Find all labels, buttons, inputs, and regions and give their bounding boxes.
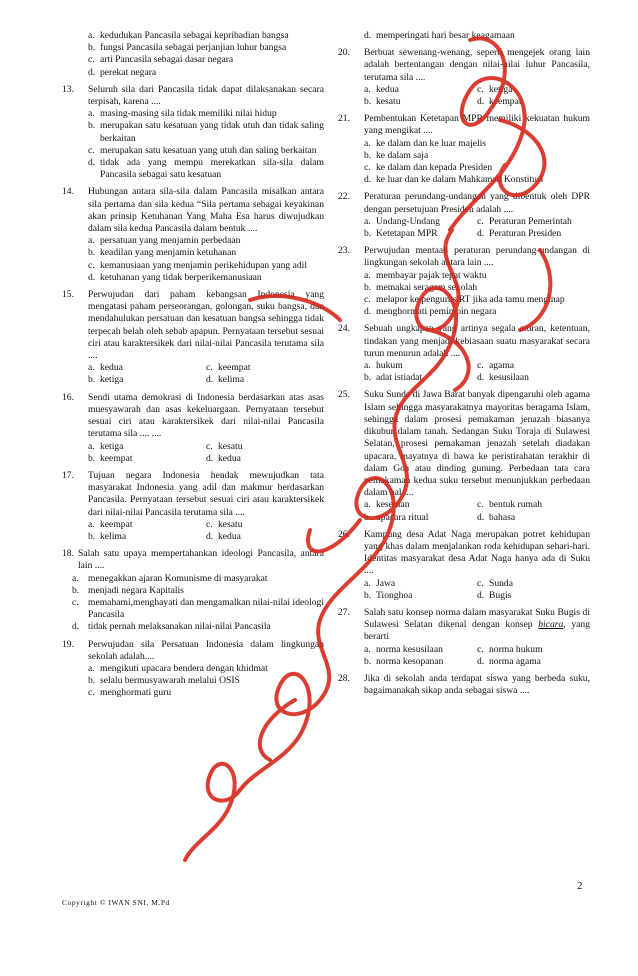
option: b. upacara ritual	[364, 511, 429, 523]
option: d. Peraturan Presiden	[477, 228, 562, 240]
option: d. memperingati hari besar keagamaan	[364, 30, 515, 41]
option: b. ke dalam saja	[364, 149, 429, 161]
option: d. kedua	[206, 530, 241, 542]
option: b. menjadi negara Kapitalis	[72, 584, 184, 596]
question-28: 28. Jika di sekolah anda terdapat siswa yang berbeda suku, bagaimanakah sikap anda sebagai siswa ....	[338, 672, 590, 697]
question-19-continued	[338, 30, 590, 42]
term-bicara: bicara	[538, 619, 564, 631]
option: d. tidak ada yang mempu merekatkan sila-sila dalam Pancasila sebagai satu kesatuan	[88, 157, 324, 181]
option: d. tidak pernah melaksanakan nilai-nilai Pancasila	[72, 621, 271, 633]
question-21: 21. Pembentukan Ketetapan MPR memiliki kekuatan hukum yang mengikat .... a. ke dalam dan ke luar majelis b. ke dalam saja c. ke dalam dan kepada Presiden d. ke luar dan ke dalam Mahkamah Konstitusi	[338, 113, 590, 186]
option: b. memakai seragam sekolah	[364, 281, 478, 293]
option: b. kesatu	[364, 96, 401, 108]
option: c. Peraturan Pemerintah	[477, 215, 572, 227]
option: d. kelima	[206, 374, 245, 386]
option: a. keempat	[88, 518, 133, 530]
question-15: 15. Perwujudan dari paham kebangsan Indonesia yang mengatasi paham perseorangan, golongan, suku bangsa, dan mendahulukan persatuan dan kesatuan bangsa sehingga tidak terpecah belah oleh sebab apapun. Pernyataan tersebut sesuai ciri atau karaktersikek dari nilai-nilai Pancasila terutama sila .... a. kedua c. keempat b. ketiga d. kelima	[62, 289, 324, 386]
question-25: 25. Suku Sunda di Jawa Barat banyak dipengaruhi oleh agama Islam sehingga masyarakatnya mayoritas beragama Islam, sehingga dalam prosesi pemakaman jenazah biasanya dikubur dalam tanah. Sedangan Suku Toraja di Sulawesi Selatan, prosesi pemakaman jenazah setelah diadakan upacara, mayatnya di bawa ke peristirahatan terakhir di dalam Goa atau dinding gunung. Perbedaan tata cara pemakaman kedua suku tersebut menunjukkan perbedaan dalam hal .... a. kesenian c. bentuk rumah b. upacara ritual d. bahasa	[338, 389, 590, 523]
option: b. adat istiadat	[364, 372, 423, 384]
option: c. memahami,menghayati dan mengamalkan nilai-nilai ideologi Pancasila	[72, 596, 324, 621]
question-14: 14. Hubungan antara sila-sila dalam Pancasila misalkan antara sila pertama dan sila kedua “Sila pertama sebagai keyakinan akan prinsip Ketuhanan Yang Maha Esa harus diwujudkan dalam sila kedua Pancasila dalam bentuk .... a. persatuan yang menjamin perbedaan b. keadilan yang menjamin ketuhanan c. kemanusiaan yang menjamin perikehidupan yang adil d. ketuhanan yang tidak berperikemanusiaan	[62, 186, 324, 283]
option: c. arti Pancasila sebagai dasar negara	[88, 54, 234, 66]
question-17: 17. Tujuan negara Indonesia hendak mewujudkan tata masyarakat Indonesia yang adil dan makmur berdasarkan Pancasila. Pernyataan tersebut sesuai ciri atau karaktersikek dari nilai-nilai Pancasila terutama sila .... a. keempat c. kesatu b. kelima d. kedua	[62, 469, 324, 542]
option: c. keempat	[206, 362, 251, 374]
option: c. menghormati guru	[88, 687, 172, 699]
option: a. masing-masing sila tidak memiliki nilai hidup	[88, 108, 277, 120]
question-20: 20. Berbuat sewenang-wenang, seperti mengejek orang lain adalah bertentangan dengan nilai-nilai luhur Pancasila, terutama sila .... a. kedua c. ketiga b. kesatu d. keempat	[338, 47, 590, 108]
option: c. norma hukum	[477, 643, 543, 655]
left-column	[62, 30, 324, 705]
question-24: 24. Sebuah ungkapan yang artinya segala aturan, ketentuan, tindakan yang menjadi kebiasaan suatu masyarakat secara turun menurun adalah .... a. hukum c. agama b. adat istiadat d. kesusilaan	[338, 323, 590, 384]
question-26: 26. Kampung desa Adat Naga merupakan potret kehidupan yang khas dalam menjalankan roda kehidupan sehari-hari. Identitas masyarakat desa Adat Naga hanya ada di Suku .... a. Jawa c. Sunda b. Tionghoa d. Bugis	[338, 528, 590, 601]
option: d. norma agama	[477, 655, 541, 667]
option: c. kemanusiaan yang menjamin perikehidupan yang adil	[88, 259, 308, 271]
option: a. ke dalam dan ke luar majelis	[364, 137, 487, 149]
option: a. kesenian	[364, 499, 410, 511]
option: c. ketiga	[477, 83, 513, 95]
option: d. ketuhanan yang tidak berperikemanusiaan	[88, 271, 262, 283]
option: d. menghormati pemimpin negara	[364, 306, 497, 318]
question-19: 19. Perwujudan sila Persatuan Indonesia dalam lingkungan sekolah adalah.... a. mengikuti upacara bendera dengan khidmat b. selalu bermusyawarah melalui OSIS c. menghormati guru	[62, 638, 324, 699]
option: a. kedua	[364, 83, 399, 95]
question-16: 16. Sendi utama demokrasi di Indonesia berdasarkan atas asas muesyawarah dan asas kekeluargaan. Pernyataan tersebut sesuai ciri atau karaktersikek dari nilai-nilai Pancasila terutama sila .... .... a. ketiga c. kesatu b. keempat d. kedua	[62, 391, 324, 464]
option: a. kedudukan Pancasila sebagai kepribadian bangsa	[88, 30, 289, 41]
option: a. Undang-Undang	[364, 215, 440, 227]
option: d. keempat	[477, 96, 522, 108]
option: a. persatuan yang menjamin perbedaan	[88, 235, 241, 247]
question-23: 23. Perwujudan mentaati peraturan perundang-undangan di lingkungan sekolah antara lain .... a. membayar pajak tepat waktu b. memakai seragam sekolah c. melapor ke pengurus RT jika ada tamu menginap d. menghormati pemimpin negara	[338, 245, 590, 318]
option: c. kesatu	[206, 440, 243, 452]
option: c. bentuk rumah	[477, 499, 543, 511]
option: c. agama	[477, 360, 515, 372]
option: d. Bugis	[477, 589, 512, 601]
option: a. mengikuti upacara bendera dengan khidmat	[88, 662, 268, 674]
option: a. Jawa	[364, 577, 396, 589]
option: b. fungsi Pancasila sebagai perjanjian luhur bangsa	[88, 42, 287, 54]
option: a. ketiga	[88, 440, 124, 452]
option: d. kedua	[206, 452, 241, 464]
option: a. norma kesusilaan	[364, 643, 443, 655]
option: d. perekat negara	[88, 66, 157, 78]
option: b. ketiga	[88, 374, 124, 386]
option: c. kesatu	[206, 518, 243, 530]
option: d. ke luar dan ke dalam Mahkamah Konstitusi	[364, 174, 544, 186]
question-27: 27. Salah satu konsep norma dalam masyarakat Suku Bugis di Sulawesi Selatan dikenal dengan konsep bicara, yang berarti a. norma kesusilaan c. norma hukum b. norma kesopanan d. norma agama	[338, 606, 590, 667]
option: c. Sunda	[477, 577, 513, 589]
option: c. merupakan satu kesatuan yang utuh dan saling berkaitan	[88, 144, 317, 156]
option: a. kedua	[88, 362, 123, 374]
option: c. ke dalam dan kepada Presiden	[364, 162, 493, 174]
option: b. keempat	[88, 452, 133, 464]
copyright-footer: Copyright © IWAN SNI, M.Pd	[62, 898, 170, 907]
option: b. Ketetapan MPR	[364, 228, 438, 240]
option: b. keadilan yang menjamin ketuhanan	[88, 247, 237, 259]
option: b. merupakan satu kesatuan yang tidak utuh dan tidak saling berkaitan	[88, 120, 324, 144]
option: d. kesusilaan	[477, 372, 529, 384]
option: b. kelima	[88, 530, 127, 542]
right-column	[338, 30, 590, 702]
option: c. melapor ke pengurus RT jika ada tamu menginap	[364, 294, 565, 306]
option: d. bahasa	[477, 511, 516, 523]
question-22: 22. Peraturan perundang-undangan yang dibentuk oleh DPR dengan persetujuan Presiden adalah .... a. Undang-Undang c. Peraturan Pemerintah b. Ketetapan MPR d. Peraturan Presiden	[338, 191, 590, 240]
option: a. menegakkan ajaran Komunisme di masyarakat	[72, 572, 268, 584]
option: b. selalu bermusyawarah melalui OSIS	[88, 675, 240, 687]
question-18: 18. Salah satu upaya mempertahankan ideologi Pancasila, antara lain .... a. menegakkan ajaran Komunisme di masyarakat b. menjadi negara Kapitalis c. memahami,menghayati dan mengamalkan nilai-nilai ideologi Pancasila d. tidak pernah melaksanakan nilai-nilai Pancasila	[62, 548, 324, 633]
option: b. norma kesopanan	[364, 655, 444, 667]
question-12-options	[62, 30, 324, 79]
page-number: 2	[577, 880, 583, 892]
option: a. hukum	[364, 360, 403, 372]
option: b. Tionghoa	[364, 589, 413, 601]
option: a. membayar pajak tepat waktu	[364, 269, 487, 281]
question-13: 13. Seluruh sila dari Pancasila tidak dapat dilaksanakan secara terpisah, karena .... a. masing-masing sila tidak memiliki nilai hidup b. merupakan satu kesatuan yang tidak utuh dan tidak saling berkaitan c. merupakan satu kesatuan yang utuh dan saling berkaitan d. tidak ada yang mempu merekatkan sila-sila dalam Pancasila sebagai satu kesatuan	[62, 83, 324, 181]
